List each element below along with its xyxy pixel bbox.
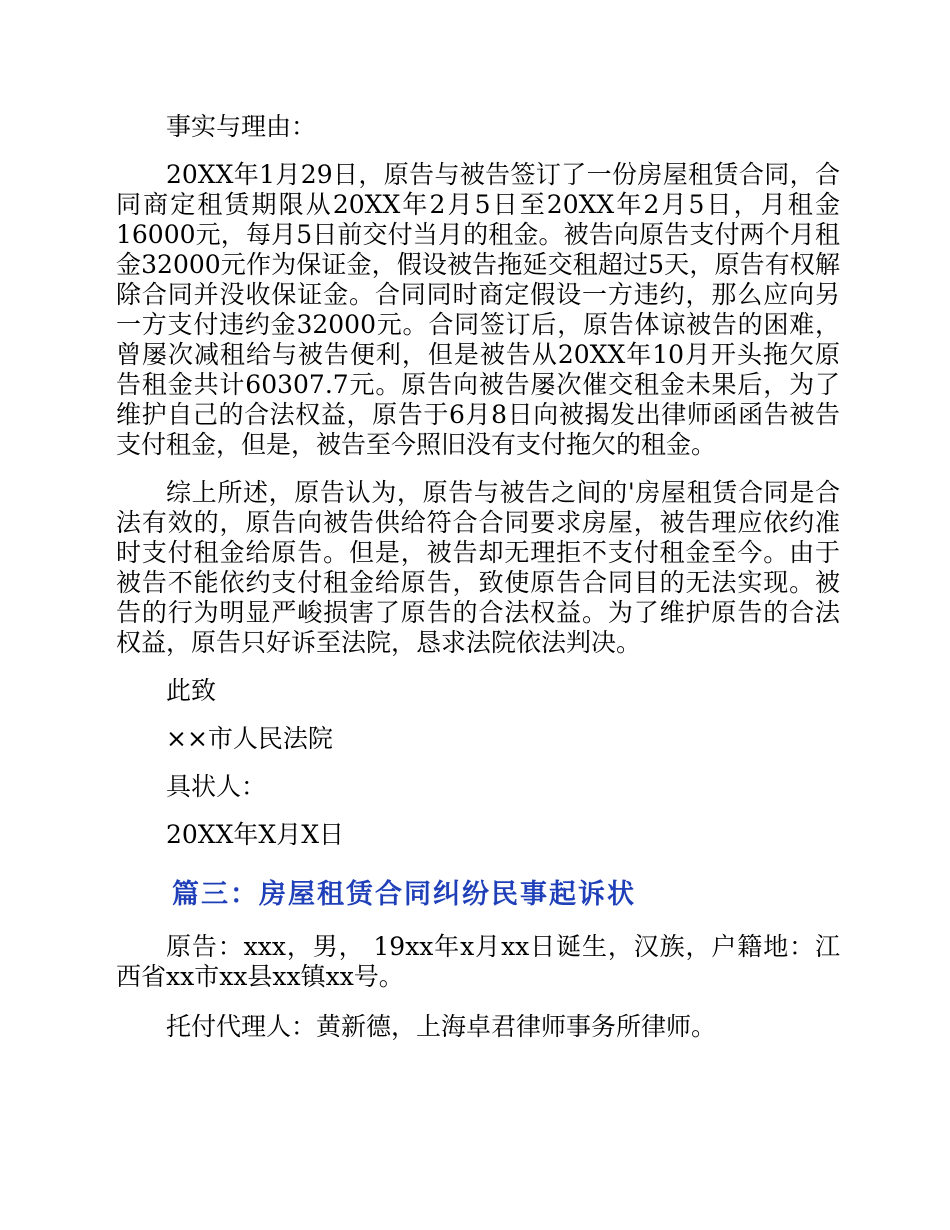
agent-info: 托付代理人：黄新德，上海卓君律师事务所律师。 xyxy=(166,1012,717,1041)
signatory-label: 具状人： xyxy=(166,772,267,801)
section-heading: 篇三：房屋租赁合同纠纷民事起诉状 xyxy=(172,879,636,910)
paragraph-conclusion: 综上所述，原告认为，原告与被告之间的'房屋租赁合同是合法有效的，原告向被告供给符合合同要求房屋，被告理应依约准时支付租金给原告。但是，被告却无理拒不支付租金至今。由于被告不能依约支付租金给原告，致使原告合同目的无法实现。被告的行为明显严峻损害了原告的合法权益。为了维护原告的合法权益，原告只好诉至法院，恳求法院依法判决。 xyxy=(116,478,840,657)
court-name: ××市人民法院 xyxy=(166,724,333,753)
paragraph-facts: 20XX年1月29日，原告与被告签订了一份房屋租赁合同，合同商定租赁期限从20XX年2月5日至20XX年2月5日，月租金16000元，每月5日前交付当月的租金。被告向原告支付两个月租金32000元作为保证金，假设被告拖延交租超过5天，原告有权解除合同并没收保证金。合同同时商定假设一方违约，那么应向另一方支付违约金32000元。合同签订后，原告体谅被告的困难，曾屡次减租给与被告便利，但是被告从20XX年10月开头拖欠原告租金共计60307.7元。原告向被告屡次催交租金未果后，为了维护自己的合法权益，原告于6月8日向被揭发出律师函函告被告支付租金，但是，被告至今照旧没有支付拖欠的租金。 xyxy=(116,160,840,459)
section-label-facts: 事实与理由： xyxy=(166,112,317,141)
document-body xyxy=(116,112,840,1042)
plaintiff-info: 原告：xxx，男， 19xx年x月xx日诞生，汉族，户籍地：江西省xx市xx县xx镇xx号。 xyxy=(116,932,840,991)
closing-salutation: 此致 xyxy=(166,676,217,705)
document-date: 20XX年X月X日 xyxy=(166,820,345,849)
